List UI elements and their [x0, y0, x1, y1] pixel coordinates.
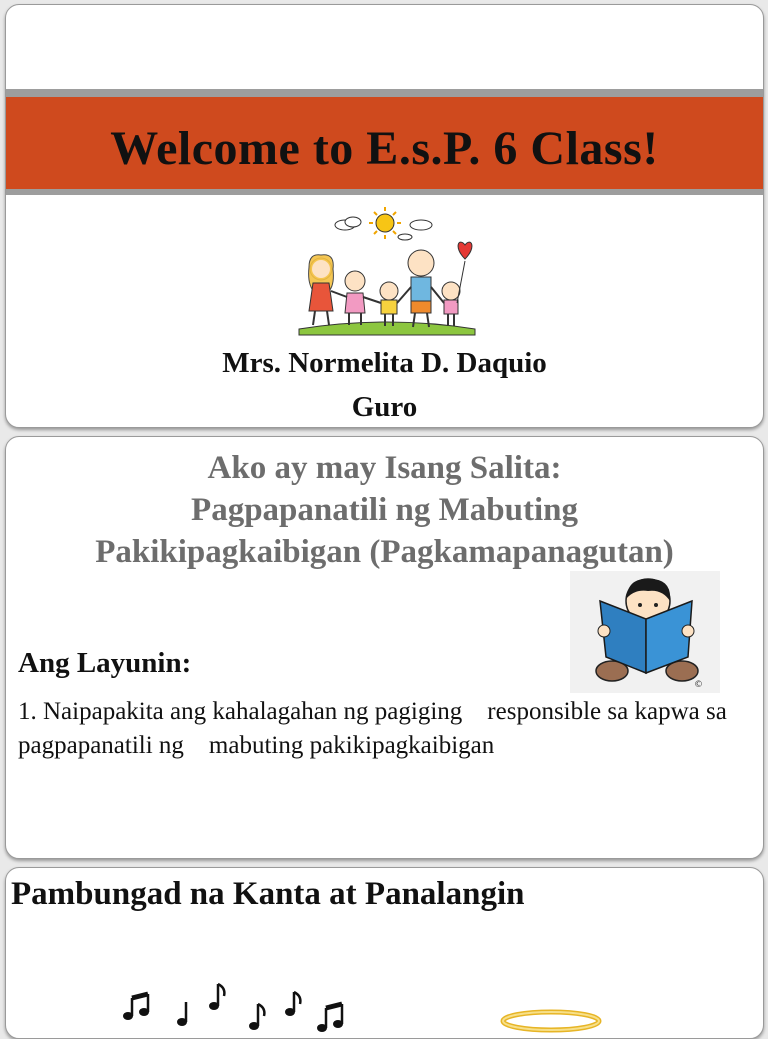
angel-halo-icon [496, 1006, 606, 1036]
teacher-role: Guro [351, 391, 418, 423]
slide-title: Welcome to E.s.P. 6 Class! [110, 122, 659, 175]
lesson-title-line: Pagpapanatili ng Mabuting [191, 492, 578, 528]
lesson-title-line: Pakikipagkaibigan (Pagkamapanagutan) [95, 534, 674, 570]
slide-lesson [5, 436, 764, 859]
music-notes-icon [116, 978, 366, 1038]
teacher-name: Mrs. Normelita D. Daquio [222, 347, 547, 379]
family-holding-hands-icon [293, 199, 481, 339]
lesson-title [6, 447, 763, 573]
boy-reading-book-icon [570, 571, 720, 693]
objective-item: 1. Naipapakita ang kahalagahan ng pagiging responsible sa kapwa sa pagpapanatili ng mabuting pakikipagkaibigan [18, 698, 734, 759]
slide-opening [5, 867, 764, 1039]
lesson-title-line: Ako ay may Isang Salita: [207, 450, 562, 486]
opening-title: Pambungad na Kanta at Panalangin [11, 876, 525, 912]
svg-text:©: © [694, 680, 703, 690]
objective-heading: Ang Layunin: [18, 647, 192, 679]
slide-welcome [5, 4, 764, 428]
